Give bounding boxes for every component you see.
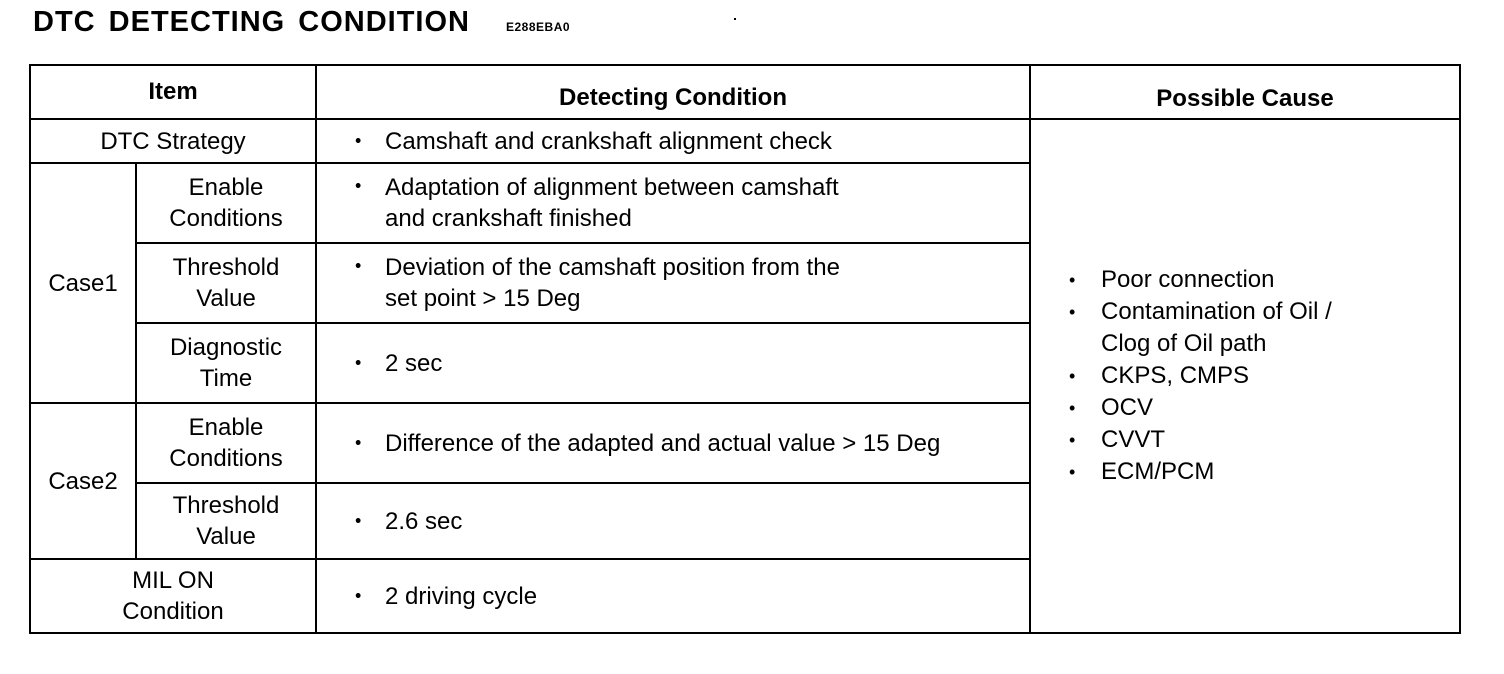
condition-text: 2.6 sec (385, 507, 463, 535)
case2-enable-label (136, 403, 316, 483)
cause-text: ECM/PCM (1101, 458, 1215, 485)
bullet-icon: • (355, 255, 362, 276)
cause-text: Contamination of Oil / (1101, 298, 1332, 325)
document-code: E288EBA0 (506, 20, 571, 34)
cause-text: OCV (1101, 394, 1154, 421)
bullet-icon: • (355, 175, 362, 196)
case2-label: Case2 (30, 403, 136, 559)
scan-speck (734, 18, 736, 20)
case1-enable-condition (316, 163, 1030, 243)
item-line: MIL ON (132, 567, 214, 594)
cause-text: Poor connection (1101, 266, 1275, 293)
page-title: DTC DETECTING CONDITION (33, 6, 470, 38)
condition-line: Deviation of the camshaft position from the (385, 254, 840, 281)
table-header-row (30, 65, 1460, 119)
sub-label-line: Conditions (169, 445, 283, 472)
case1-enable-label (136, 163, 316, 243)
condition-text: 2 driving cycle (385, 582, 538, 610)
list-item (1069, 264, 1459, 296)
condition-line: and crankshaft finished (385, 205, 632, 232)
list-item (1069, 392, 1459, 424)
dtc-table (29, 64, 1461, 634)
header-item: Item (30, 65, 316, 119)
item-line: Condition (122, 598, 224, 625)
case1-label: Case1 (30, 163, 136, 403)
condition-text: Difference of the adapted and actual value > 15 Deg (385, 429, 941, 457)
possible-cause-list (1069, 264, 1459, 488)
header-possible-cause: Possible Cause (1030, 65, 1460, 119)
item-dtc-strategy: DTC Strategy (30, 119, 316, 163)
page-header (33, 6, 570, 39)
case2-threshold-condition (316, 483, 1030, 559)
case2-threshold-label (136, 483, 316, 559)
condition-text-block (355, 252, 1029, 314)
sub-label-line: Threshold (172, 254, 280, 281)
bullet-icon: • (1069, 398, 1076, 418)
sub-label-line: Enable (188, 174, 264, 201)
sub-label-line: Value (196, 285, 256, 312)
sub-label-line: Value (196, 523, 256, 550)
condition-line: Adaptation of alignment between camshaft (385, 174, 839, 201)
possible-cause-cell (1030, 119, 1460, 633)
bullet-icon: • (1069, 270, 1076, 290)
bullet-icon: • (355, 130, 362, 151)
list-item (1069, 456, 1459, 488)
condition-text-block (355, 172, 1029, 234)
case1-threshold-condition (316, 243, 1030, 323)
bullet-icon: • (355, 585, 362, 606)
case2-enable-condition (316, 403, 1030, 483)
case1-diagnostic-condition (316, 323, 1030, 403)
cause-text: Clog of Oil path (1101, 330, 1267, 357)
bullet-icon: • (1069, 462, 1076, 482)
sub-label-line: Enable (188, 414, 264, 441)
list-item (1069, 360, 1459, 392)
case1-threshold-label (136, 243, 316, 323)
mil-on-label (30, 559, 316, 633)
mil-on-condition (316, 559, 1030, 633)
case1-diagnostic-label (136, 323, 316, 403)
list-item (1069, 296, 1459, 360)
condition-text: 2 sec (385, 349, 443, 377)
bullet-icon: • (1069, 366, 1076, 386)
sub-label-line: Threshold (172, 492, 280, 519)
condition-text: Camshaft and crankshaft alignment check (385, 127, 832, 155)
bullet-icon: • (1069, 302, 1076, 322)
condition-line: set point > 15 Deg (385, 285, 581, 312)
cause-text: CKPS, CMPS (1101, 362, 1250, 389)
bullet-icon: • (355, 352, 362, 373)
bullet-icon: • (1069, 430, 1076, 450)
sub-label-line: Time (199, 365, 253, 392)
list-item (1069, 424, 1459, 456)
cause-text: CVVT (1101, 426, 1166, 453)
header-detecting-condition: Detecting Condition (316, 65, 1030, 119)
table-row-dtc-strategy (30, 119, 1460, 163)
dtc-table-container (29, 64, 1459, 632)
bullet-icon: • (355, 432, 362, 453)
bullet-icon: • (355, 510, 362, 531)
sub-label-line: Conditions (169, 205, 283, 232)
condition-dtc-strategy (316, 119, 1030, 163)
sub-label-line: Diagnostic (169, 334, 283, 361)
